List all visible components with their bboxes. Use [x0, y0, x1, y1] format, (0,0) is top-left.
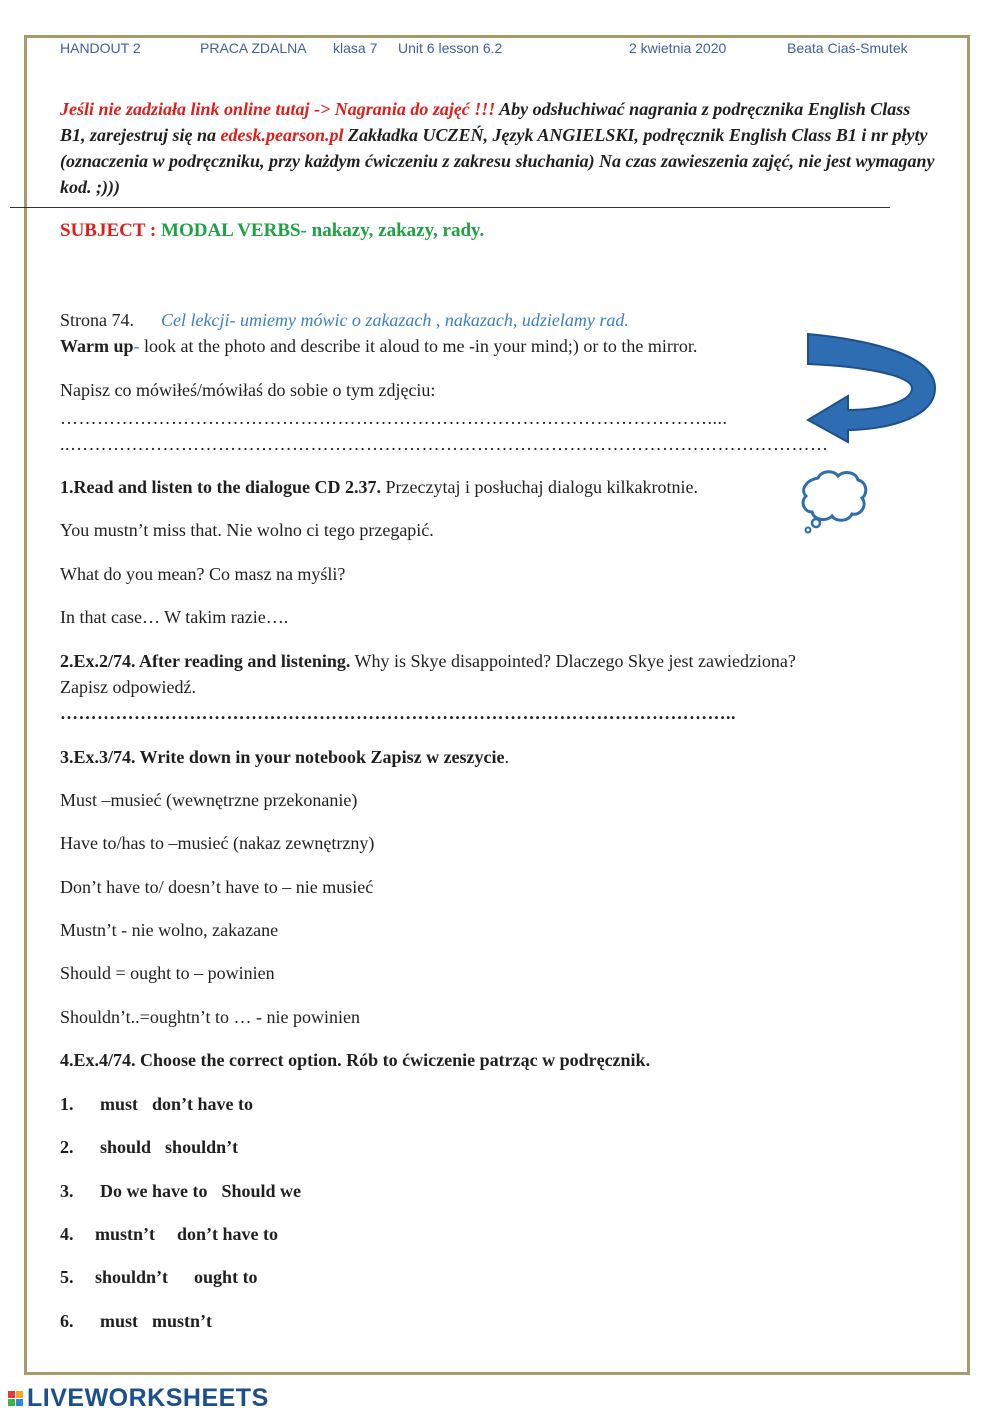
option-row [60, 1265, 258, 1289]
thought-bubble-icon [800, 468, 870, 534]
option-row [60, 1222, 278, 1246]
page-goal-line [60, 308, 629, 332]
ex2-text-2: Zapisz odpowiedź. [60, 677, 196, 697]
header-mode: PRACA ZDALNA [200, 40, 307, 56]
warmup-line [60, 334, 697, 358]
phrase-3: In that case… W takim razie…. [60, 607, 289, 627]
modal-rule: Don’t have to/ doesn’t have to – nie musieć [60, 877, 374, 897]
phrase-1: You mustn’t miss that. Nie wolno ci tego przegapić. [60, 520, 434, 540]
modal-rule: Mustn’t - nie wolno, zakazane [60, 920, 279, 940]
answer-line-1[interactable]: …………………………………………………………………………………………….... [60, 408, 728, 428]
divider [10, 207, 890, 208]
option-a[interactable]: Do we have to [100, 1181, 208, 1201]
option-row [60, 1309, 212, 1333]
option-number: 3. [60, 1181, 74, 1201]
option-row [60, 1179, 301, 1203]
lesson-goal: Cel lekcji- umiemy mówic o zakazach , nakazach, udzielamy rad. [161, 310, 629, 330]
option-b[interactable]: shouldn’t [165, 1137, 239, 1157]
option-b[interactable]: Should we [221, 1181, 302, 1201]
modal-rule: Shouldn’t..=oughtn’t to … - nie powinien [60, 1007, 360, 1027]
subject-line [60, 220, 484, 242]
option-a[interactable]: must [100, 1094, 139, 1114]
option-a[interactable]: shouldn’t [95, 1267, 169, 1287]
option-number: 5. [60, 1267, 74, 1287]
ex1-line [60, 475, 698, 499]
modal-rule: Should = ought to – powinien [60, 963, 275, 983]
option-row [60, 1135, 238, 1159]
warmup-dash: - [133, 336, 140, 356]
ex2-line [60, 649, 796, 673]
subject-value: MODAL VERBS- nakazy, zakazy, rady. [161, 220, 485, 241]
ex3-title: 3.Ex.3/74. Write down in your notebook Zapisz w zeszycie [60, 747, 505, 767]
subject-label: SUBJECT : [60, 220, 157, 241]
option-a[interactable]: must [100, 1311, 139, 1331]
ex1-text: Przeczytaj i posłuchaj dialogu kilkakrotnie. [381, 477, 698, 497]
option-b[interactable]: mustn’t [152, 1311, 213, 1331]
page-number: Strona 74. [60, 310, 134, 330]
ex4-title: 4.Ex.4/74. Choose the correct option. Rób to ćwiczenie patrząc w podręcznik. [60, 1050, 651, 1070]
intro-text-2: Zakładka UCZEŃ, Język ANGIELSKI, podręcznik English Class B1 i nr płyty (oznaczenia w podręczniku, przy każdym ćwiczeniu z zakresu słuchania) Na czas zawieszenia zajęć, nie jest wymagany kod. ;))) [60, 125, 935, 197]
ex1-title: 1.Read and listen to the dialogue CD 2.37. [60, 477, 382, 497]
option-a[interactable]: mustn’t [95, 1224, 156, 1244]
header-unit: Unit 6 lesson 6.2 [398, 40, 503, 56]
pearson-site-link[interactable]: edesk.pearson.pl [220, 125, 344, 145]
option-b[interactable]: don’t have to [177, 1224, 279, 1244]
ex3-period: . [504, 747, 510, 767]
header-handout: HANDOUT 2 [60, 40, 141, 56]
warmup-text: look at the photo and describe it aloud to me -in your mind;) or to the mirror. [139, 336, 698, 356]
logo-grid-icon [8, 1391, 23, 1406]
answer-line-2[interactable]: ..…………………………………………………………………………………………………………… [60, 434, 829, 454]
liveworksheets-logo[interactable] [8, 1384, 269, 1413]
warmup-label: Warm up [60, 336, 134, 356]
ex2-answer-line[interactable]: ……………………………………………………………………………………………….. [60, 703, 736, 723]
ex2-title: 2.Ex.2/74. After reading and listening. [60, 651, 351, 671]
logo-text: LIVEWORKSHEETS [27, 1384, 269, 1412]
intro-paragraph [60, 96, 940, 200]
option-number: 6. [60, 1311, 74, 1331]
option-b[interactable]: ought to [194, 1267, 258, 1287]
modal-rule: Must –musieć (wewnętrzne przekonanie) [60, 790, 358, 810]
phrase-2: What do you mean? Co masz na myśli? [60, 564, 346, 584]
option-number: 2. [60, 1137, 74, 1157]
modal-rule: Have to/has to –musieć (nakaz zewnętrzny) [60, 833, 375, 853]
option-row [60, 1092, 253, 1116]
ex3-line [60, 745, 509, 769]
option-a[interactable]: should [100, 1137, 152, 1157]
recordings-link[interactable]: Jeśli nie zadziała link online tutaj -> Nagrania do zajęć !!! [60, 99, 496, 119]
ex2-text: Why is Skye disappointed? Dlaczego Skye jest zawiedziona? [350, 651, 796, 671]
write-prompt: Napisz co mówiłeś/mówiłaś do sobie o tym zdjęciu: [60, 380, 436, 400]
curved-arrow-icon [800, 330, 945, 450]
intro-text-1: Aby odsłuchiwać nagrania z podręcznika English Class B1, zarejestruj się na [60, 99, 911, 145]
header-author: Beata Ciaś-Smutek [787, 40, 908, 56]
header-date: 2 kwietnia 2020 [629, 40, 727, 56]
option-number: 4. [60, 1224, 74, 1244]
option-number: 1. [60, 1094, 74, 1114]
option-b[interactable]: don’t have to [152, 1094, 254, 1114]
header-class: klasa 7 [333, 40, 378, 56]
